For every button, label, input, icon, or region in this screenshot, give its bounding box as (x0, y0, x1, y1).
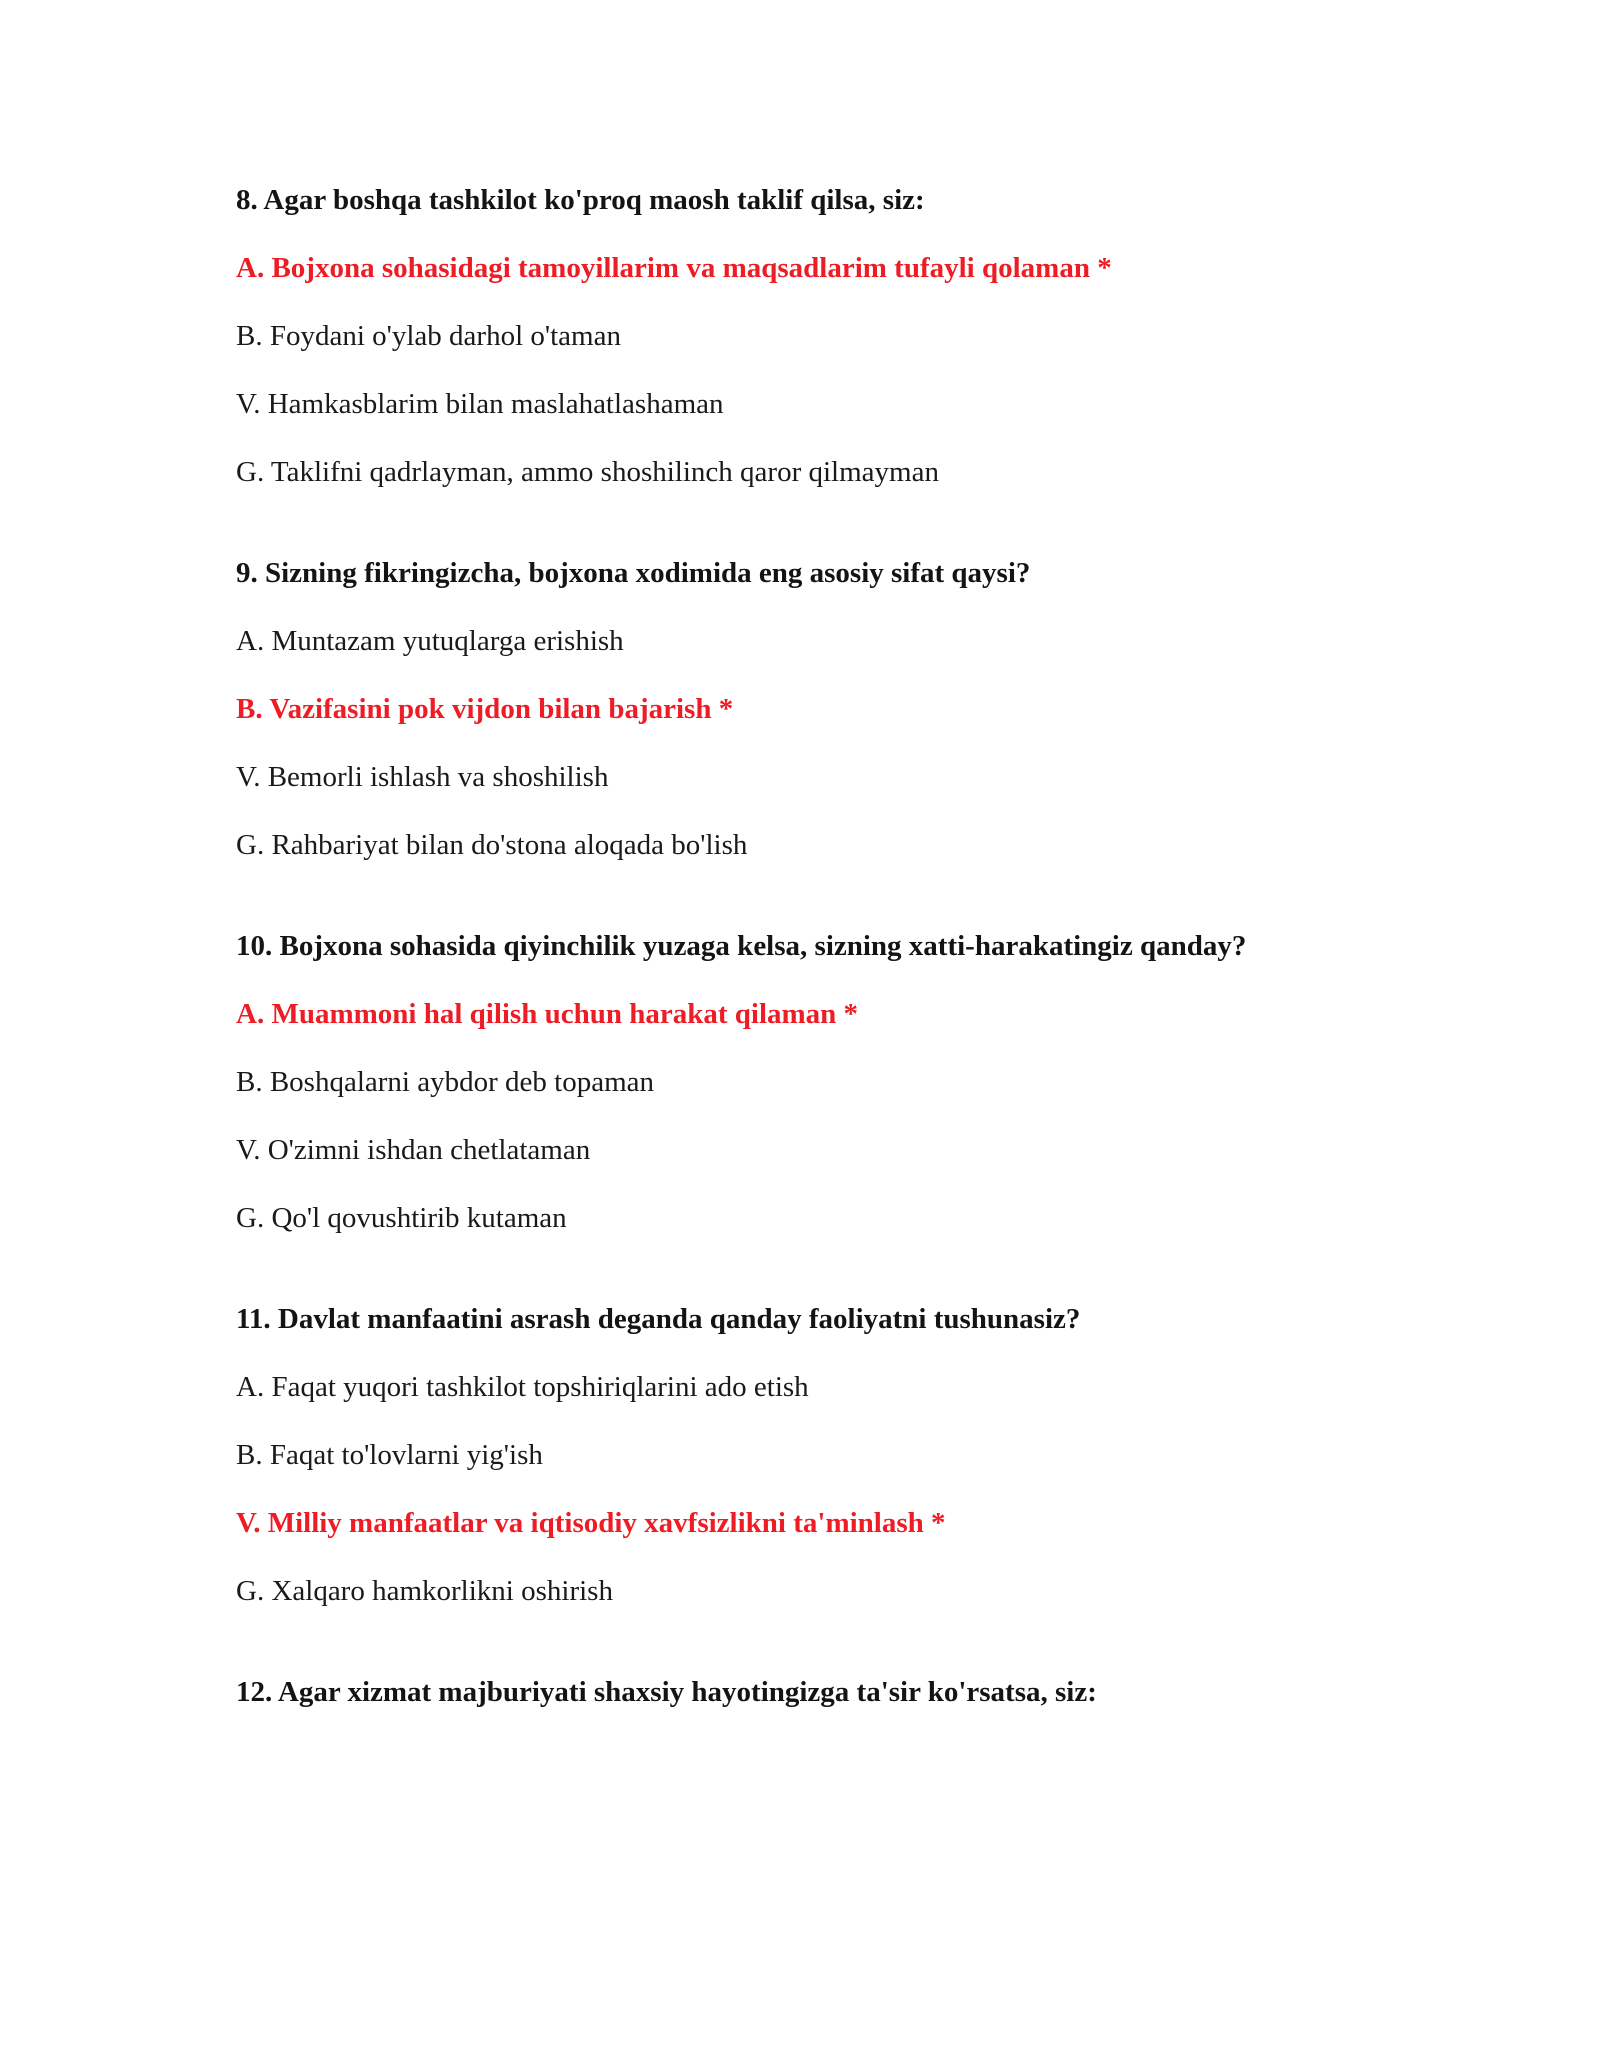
answer-option-correct: B. Vazifasini pok vijdon bilan bajarish * (236, 693, 734, 725)
question-text: 11. Davlat manfaatini asrash deganda qanday faoliyatni tushunasiz? (236, 1303, 1081, 1335)
answer-option: A. Faqat yuqori tashkilot topshiriqlarini ado etish (236, 1371, 809, 1403)
answer-option-correct: V. Milliy manfaatlar va iqtisodiy xavfsizlikni ta'minlash * (236, 1507, 946, 1539)
answer-option: B. Faqat to'lovlarni yig'ish (236, 1439, 543, 1471)
question-text: 8. Agar boshqa tashkilot ko'proq maosh taklif qilsa, siz: (236, 184, 925, 216)
question-text: 12. Agar xizmat majburiyati shaxsiy hayotingizga ta'sir ko'rsatsa, siz: (236, 1676, 1097, 1708)
answer-option-correct: A. Muammoni hal qilish uchun harakat qilaman * (236, 998, 859, 1030)
question-8 (236, 183, 1436, 489)
answer-option: G. Xalqaro hamkorlikni oshirish (236, 1575, 613, 1607)
question-9 (236, 556, 1436, 862)
question-text: 9. Sizning fikringizcha, bojxona xodimida eng asosiy sifat qaysi? (236, 557, 1031, 589)
question-12 (236, 1675, 1436, 1709)
question-text: 10. Bojxona sohasida qiyinchilik yuzaga kelsa, sizning xatti-harakatingiz qanday? (236, 930, 1247, 962)
answer-option: G. Taklifni qadrlayman, ammo shoshilinch qaror qilmayman (236, 456, 939, 488)
answer-option: B. Boshqalarni aybdor deb topaman (236, 1066, 654, 1098)
question-list (236, 183, 1436, 1776)
answer-option: G. Rahbariyat bilan do'stona aloqada bo'lish (236, 829, 748, 861)
answer-option: V. Hamkasblarim bilan maslahatlashaman (236, 388, 724, 420)
answer-option: G. Qo'l qovushtirib kutaman (236, 1202, 567, 1234)
question-10 (236, 929, 1436, 1235)
question-11 (236, 1302, 1436, 1608)
answer-option-correct: A. Bojxona sohasidagi tamoyillarim va maqsadlarim tufayli qolaman * (236, 252, 1112, 284)
answer-option: V. O'zimni ishdan chetlataman (236, 1134, 591, 1166)
answer-option: B. Foydani o'ylab darhol o'taman (236, 320, 621, 352)
answer-option: V. Bemorli ishlash va shoshilish (236, 761, 609, 793)
answer-option: A. Muntazam yutuqlarga erishish (236, 625, 624, 657)
